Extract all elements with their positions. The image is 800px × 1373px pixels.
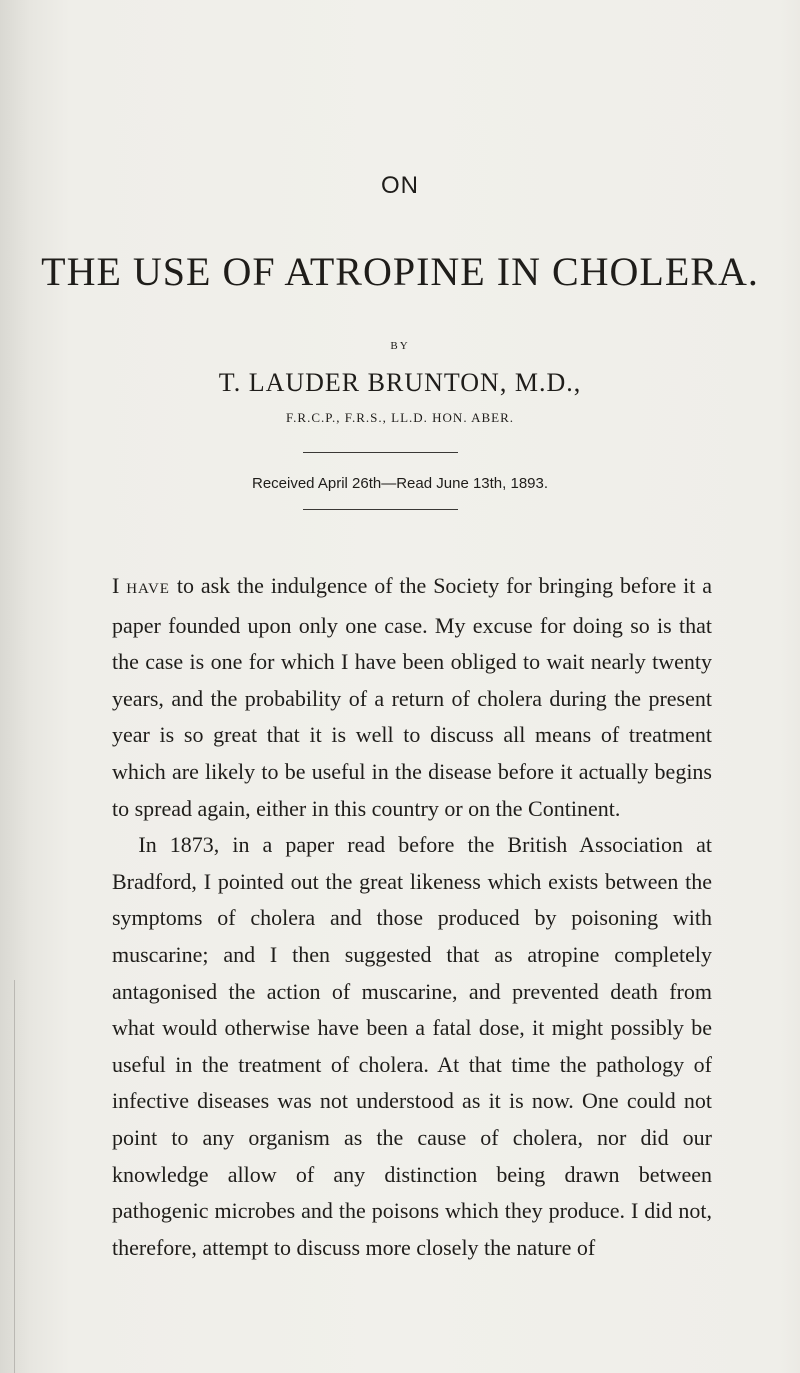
paragraph-1-text: to ask the indulgence of the Society for bringing before it a paper founded upon only one case. My excuse for doing so is that the case is one for which I have been obliged to wait nearly twenty years, and the probability of a return of cholera during the present year is so great that it is well to discuss all means of treatment which are likely to be useful in the disease before it actually begins to spread again, either in this country or on the Continent.	[112, 573, 712, 821]
paragraph-1	[112, 568, 712, 827]
author-name: T. LAUDER BRUNTON, M.D.,	[218, 368, 582, 397]
received-date-line: Received April 26th—Read June 13th, 1893.	[251, 475, 549, 492]
author-credentials: F.R.C.P., F.R.S., LL.D. HON. ABER.	[285, 410, 515, 425]
paragraph-1-opening-word: I	[112, 573, 120, 598]
body-text	[112, 568, 712, 1266]
heading-on: ON	[381, 172, 419, 199]
page-edge-shadow	[14, 980, 15, 1373]
paper-title: THE USE OF ATROPINE IN CHOLERA.	[41, 249, 759, 294]
paragraph-2: In 1873, in a paper read before the British Association at Bradford, I pointed out the great likeness which exists between the symptoms of cholera and those produced by poisoning with muscarine; and I then suggested that as atropine completely antagonised the action of muscarine, and prevented death from what would otherwise have been a fatal dose, it might possibly be useful in the treatment of cholera. At that time the pathology of infective diseases was not understood as it is now. One could not point to any organism as the cause of cholera, nor did our knowledge allow of any distinction being drawn between pathogenic microbes and the poisons which they produce. I did not, therefore, attempt to discuss more closely the nature of	[112, 832, 712, 1260]
byline-by: BY	[390, 340, 410, 352]
paragraph-1-smallcaps: HAVE	[126, 581, 170, 597]
divider-top	[303, 452, 458, 453]
divider-bottom	[303, 509, 458, 510]
